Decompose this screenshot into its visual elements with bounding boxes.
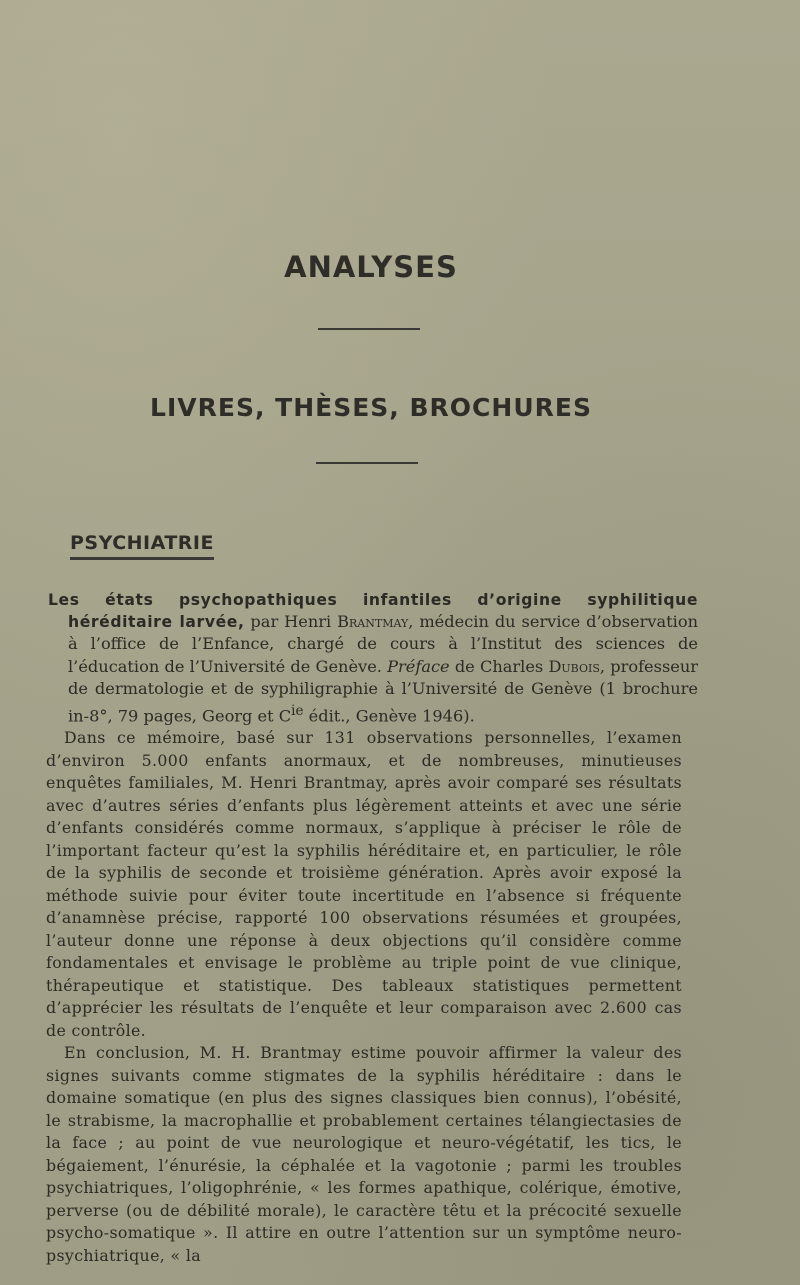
paragraph-2: En conclusion, M. H. Brantmay estime pouvoir affirmer la valeur des signes suivants comme stigmates de la syphilis héréditaire : dans le domaine somatique (en plus des signes classiques bien connus), l’obésité, le strabisme, la macrophallie et probablement certaines télangiectasies de la face ; au point de vue neurologique et neuro-végétatif, les tics, le bégaiement, l’énurésie, la céphalée et la vagotonie ; parmi les troubles psychiatriques, l’oligophrénie, « les formes apathique, colérique, émotive, perverse (ou de débilité morale), le caractère têtu et la précocité sexuelle psycho-somatique ». Il attire en outre l’attention sur un symptôme neuro-psychiatrique, « la	[46, 1043, 682, 1265]
paragraph-1: Dans ce mémoire, basé sur 131 observations personnelles, l’examen d’environ 5.000 enfants anormaux, et de nombreuses, minutieuses enquêtes familiales, M. Henri Brantmay, après avoir comparé ses résultats avec d’autres séries d’enfants plus légèrement atteints et avec une série d’enfants considérés comme normaux, s’applique à préciser le rôle de l’important facteur qu’est la syphilis héréditaire et, en particulier, le rôle de la syphilis de seconde et troisième génération. Après avoir exposé la méthode suivie pour éviter toute incertitude en l’absence si fréquente d’anamnèse précise, rapporté 100 observations résumées et groupées, l’auteur donne une réponse à deux objections qu’il considère comme fondamentales et envisage le problème au triple point de vue clinique, thérapeutique et statistique. Des tableaux statistiques permettent d’apprécier les résultats de l’enquête et leur comparaison avec 2.600 cas de contrôle.	[46, 728, 682, 1040]
divider-rule-top	[318, 328, 420, 330]
entry-author-desc: , médecin du service d’observation à l’office de l’Enfance, chargé de cours à l’Institut des sciences de l’éducation de l’Université de Genève.	[68, 612, 698, 676]
entry-author: Brantmay	[337, 612, 409, 632]
entry-publisher-sup: ie	[291, 703, 304, 720]
divider-rule-bottom	[316, 462, 418, 464]
main-heading: ANALYSES	[284, 250, 458, 284]
section-heading: LIVRES, THÈSES, BROCHURES	[150, 393, 592, 422]
entry-preface-author: Dubois	[548, 656, 600, 676]
entry-title: Les états psychopathiques infantiles d’origine syphilitique héréditaire larvée,	[48, 591, 698, 632]
entry-preface-desc: , professeur de dermatologie et de syphiligraphie à l’Université de Genève (1 brochure in-8°, 79 pages, Georg et C	[68, 656, 698, 726]
subsection-heading: PSYCHIATRIE	[70, 532, 214, 560]
entry-by: par Henri	[244, 612, 338, 632]
review-body	[46, 727, 682, 1267]
bibliographic-entry	[48, 589, 698, 728]
entry-preface-label: Préface	[387, 656, 450, 676]
entry-preface-by: de Charles	[449, 656, 549, 676]
entry-publisher-end: édit., Genève 1946).	[303, 706, 475, 726]
